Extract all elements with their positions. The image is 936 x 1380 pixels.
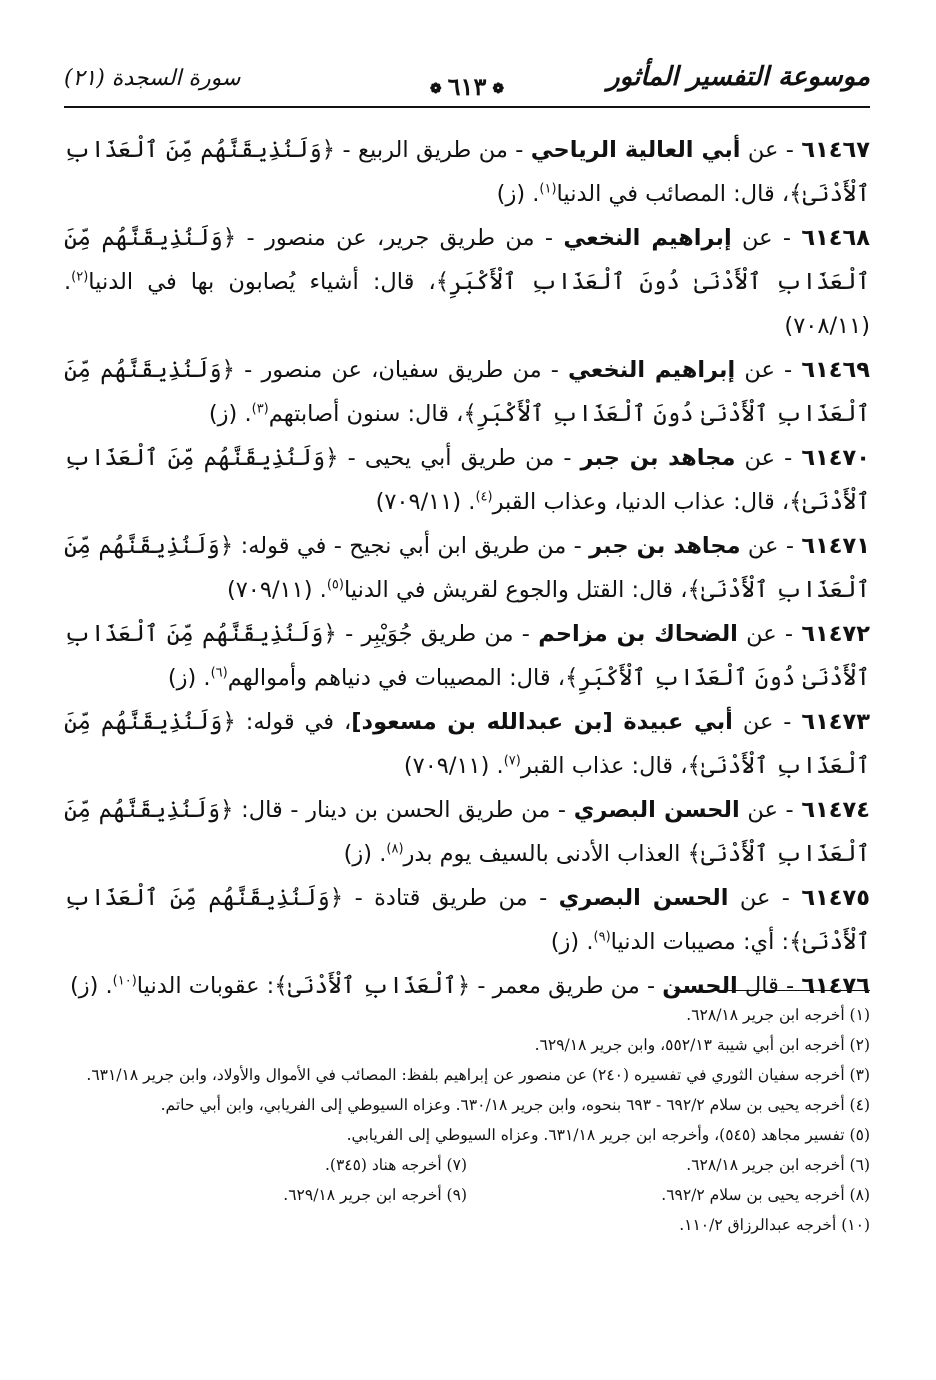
entry-chain: - من طريق قتادة -: [343, 885, 559, 911]
footnote: (١٠) أخرجه عبدالرزاق ١١٠/٢.: [679, 1216, 870, 1234]
running-header: [64, 62, 870, 102]
entry-text: ، قال: سنون أصابتهم: [268, 401, 464, 427]
entry-chain: ، في قوله:: [235, 709, 352, 735]
footnote-ref[interactable]: (١٠): [112, 973, 137, 989]
entry-tail: . (٧٠٩/١١): [375, 489, 476, 515]
entry-pre: - عن: [731, 225, 802, 251]
entry-chain: - من طريق أبي يحيى -: [338, 445, 581, 471]
entry-pre: - عن: [740, 137, 802, 163]
entry-pre: - عن: [732, 709, 802, 735]
footnote: (٥) تفسير مجاهد (٥٤٥)، وأخرجه ابن جرير ٦٣١/١٨. وعزاه السيوطي إلى الفريابي.: [346, 1126, 870, 1144]
entry-tail: . (ز): [496, 181, 540, 207]
entry-pre: - عن: [735, 357, 802, 383]
footnotes: [64, 1000, 870, 1240]
entry-text: : أي: مصيبات الدنيا: [610, 929, 790, 955]
entry-narrator: مجاهد بن جبر: [589, 533, 741, 559]
entry: [64, 436, 870, 524]
entry-narrator: الحسن البصري: [573, 797, 740, 823]
entry-narrator: مجاهد بن جبر: [580, 445, 736, 471]
page-number-value: ٦١٣: [447, 72, 487, 101]
entry-number: ٦١٤٧٣: [801, 709, 871, 735]
footnote-ref[interactable]: (٧): [503, 753, 521, 769]
entry-number: ٦١٤٧٦: [801, 973, 870, 999]
footnote: (٣) أخرجه سفيان الثوري في تفسيره (٢٤٠) عن منصور عن إبراهيم بلفظ: المصائب في الأموال والأولاد، وابن جرير ٦٣١/١٨.: [86, 1066, 870, 1084]
entry: [64, 216, 870, 348]
entry-pre: - عن: [735, 445, 802, 471]
entry-number: ٦١٤٦٧: [801, 137, 870, 163]
entry-number: ٦١٤٦٩: [801, 357, 870, 383]
entry-quran-quote: ﴿وَلَنُذِيقَنَّهُم مِّنَ ٱلْعَذَابِ ٱلْأَدْنَىٰ﴾: [64, 885, 870, 955]
footnote-row: [64, 1150, 870, 1180]
entry-text: العذاب الأدنى بالسيف يوم بدر: [403, 841, 688, 867]
entry-text: ، قال: المصيبات في دنياهم وأموالهم: [227, 665, 566, 691]
entry-chain: - من طريق جُوَيْبِر -: [336, 621, 539, 647]
footnote: (٤) أخرجه يحيى بن سلام ٦٩٢/٢ - ٦٩٣ بنحوه، وابن جرير ٦٣٠/١٨. وعزاه السيوطي إلى الفريابي، وابن أبي حاتم.: [160, 1096, 870, 1114]
entry-text: ، قال: أشياء يُصابون بها في الدنيا: [88, 269, 436, 295]
footnote: (٩) أخرجه ابن جرير ٦٢٩/١٨.: [283, 1186, 467, 1204]
entry-narrator: الحسن البصري: [558, 885, 729, 911]
footnote-divider: [674, 990, 870, 991]
footnote-ref[interactable]: (٨): [386, 841, 404, 857]
entry-narrator: إبراهيم النخعي: [568, 357, 736, 383]
entry-chain: - من طريق جرير، عن منصور -: [236, 225, 564, 251]
entry-pre: - قال: [737, 973, 802, 999]
entry-number: ٦١٤٦٨: [801, 225, 870, 251]
footnote-ref[interactable]: (٤): [475, 489, 493, 505]
entry: [64, 612, 870, 700]
entry-pre: - عن: [728, 885, 802, 911]
footnote-ref[interactable]: (٩): [593, 929, 611, 945]
ornament-icon: ❁: [429, 80, 442, 97]
entry-chain: - من طريق الربيع -: [335, 137, 531, 163]
entry-text: ، قال: عذاب الدنيا، وعذاب القبر: [492, 489, 790, 515]
footnote-ref[interactable]: (٣): [251, 401, 269, 417]
page-number: [424, 72, 510, 101]
entry-narrator: إبراهيم النخعي: [563, 225, 732, 251]
footnote: (١) أخرجه ابن جرير ٦٢٨/١٨.: [686, 1006, 870, 1024]
entry: [64, 700, 870, 788]
entry-pre: - عن: [739, 797, 802, 823]
entry-tail: . (ز): [69, 973, 113, 999]
entry-tail: . (٧٠٩/١١): [403, 753, 504, 779]
entry-tail: . (ز): [167, 665, 211, 691]
entry-quran-quote: ﴿وَلَنُذِيقَنَّهُم مِّنَ ٱلْعَذَابِ ٱلْأَدْنَىٰ﴾: [64, 709, 870, 779]
entry-quran-quote: ﴿وَلَنُذِيقَنَّهُم مِّنَ ٱلْعَذَابِ ٱلْأَدْنَىٰ﴾: [64, 797, 870, 867]
entry: [64, 128, 870, 216]
entry-text: ، قال: عذاب القبر: [520, 753, 688, 779]
footnote: (٢) أخرجه ابن أبي شيبة ٥٥٢/١٣، وابن جرير ٦٢٩/١٨.: [534, 1036, 870, 1054]
entry-tail: . (٧٠٨/١١): [64, 269, 870, 339]
entry-text: : عقوبات الدنيا: [136, 973, 275, 999]
entry: [64, 348, 870, 436]
footnote-ref[interactable]: (٥): [326, 577, 344, 593]
entry-tail: . (ز): [343, 841, 387, 867]
entry-narrator: الحسن: [662, 973, 738, 999]
entry-chain: - من طريق معمر -: [470, 973, 663, 999]
entry-quran-quote: ﴿وَلَنُذِيقَنَّهُم مِّنَ ٱلْعَذَابِ ٱلْأَدْنَىٰ دُونَ ٱلْعَذَابِ ٱلْأَكْبَرِ﴾: [64, 621, 870, 691]
entry-narrator: الضحاك بن مزاحم: [538, 621, 738, 647]
entry-pre: - عن: [740, 533, 802, 559]
entry-quran-quote: ﴿وَلَنُذِيقَنَّهُم مِّنَ ٱلْعَذَابِ ٱلْأَدْنَىٰ دُونَ ٱلْعَذَابِ ٱلْأَكْبَرِ﴾: [64, 225, 871, 295]
entry-quran-quote: ﴿وَلَنُذِيقَنَّهُم مِّنَ ٱلْعَذَابِ ٱلْأَدْنَىٰ﴾: [64, 445, 870, 515]
surah-label: سورة السجدة (٢١): [64, 66, 241, 91]
entry-number: ٦١٤٧٠: [801, 445, 870, 471]
entry: [64, 524, 870, 612]
entry-number: ٦١٤٧٥: [801, 885, 870, 911]
footnote: (٨) أخرجه يحيى بن سلام ٦٩٢/٢.: [661, 1186, 870, 1204]
entry-chain: - من طريق ابن أبي نجيح - في قوله:: [233, 533, 590, 559]
entry-pre: - عن: [737, 621, 802, 647]
entry-tail: . (ز): [208, 401, 252, 427]
entry-number: ٦١٤٧٢: [801, 621, 870, 647]
footnote: (٧) أخرجه هناد (٣٤٥).: [324, 1156, 467, 1174]
tafsir-entries: [64, 128, 870, 1008]
entry-quran-quote: ﴿ٱلْعَذَابِ ٱلْأَدْنَىٰ﴾: [274, 973, 471, 999]
entry-number: ٦١٤٧١: [801, 533, 871, 559]
entry: [64, 788, 870, 876]
footnote-ref[interactable]: (٦): [210, 665, 228, 681]
entry-chain: - من طريق الحسن بن دينار - قال:: [233, 797, 574, 823]
entry-tail: . (٧٠٩/١١): [226, 577, 327, 603]
entry-number: ٦١٤٧٤: [801, 797, 870, 823]
entry-chain: - من طريق سفيان، عن منصور -: [235, 357, 569, 383]
footnote-ref[interactable]: (٢): [71, 269, 89, 285]
entry-tail: . (ز): [550, 929, 594, 955]
footnote: (٦) أخرجه ابن جرير ٦٢٨/١٨.: [686, 1156, 870, 1174]
entry-quran-quote: ﴿وَلَنُذِيقَنَّهُم مِّنَ ٱلْعَذَابِ ٱلْأَدْنَىٰ﴾: [64, 533, 870, 603]
header-divider: [64, 106, 870, 108]
entry-text: ، قال: القتل والجوع لقريش في الدنيا: [343, 577, 688, 603]
book-title: موسوعة التفسير المأثور: [607, 62, 870, 92]
entry-text: ، قال: المصائب في الدنيا: [556, 181, 790, 207]
entry-narrator: أبي عبيدة [بن عبدالله بن مسعود]: [351, 709, 733, 735]
entry: [64, 876, 870, 964]
entry-narrator: أبي العالية الرياحي: [530, 137, 741, 163]
entry-quran-quote: ﴿وَلَنُذِيقَنَّهُم مِّنَ ٱلْعَذَابِ ٱلْأَدْنَىٰ دُونَ ٱلْعَذَابِ ٱلْأَكْبَرِ﴾: [64, 357, 870, 427]
footnote-ref[interactable]: (١): [539, 181, 557, 197]
entry-quran-quote: ﴿وَلَنُذِيقَنَّهُم مِّنَ ٱلْعَذَابِ ٱلْأَدْنَىٰ﴾: [64, 137, 870, 207]
footnote-row: [64, 1180, 870, 1210]
ornament-icon: ❁: [492, 80, 505, 97]
